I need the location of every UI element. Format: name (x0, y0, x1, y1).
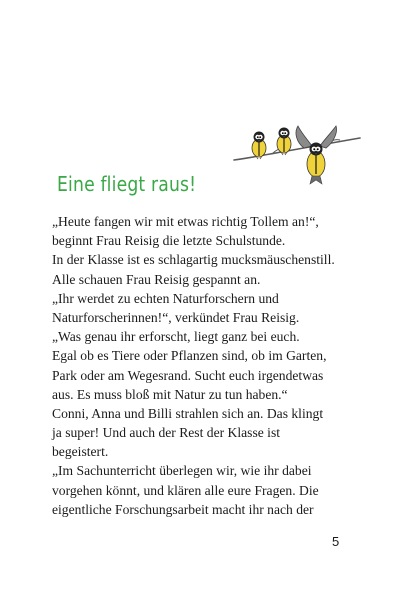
body-text (52, 212, 352, 519)
text-line: In der Klasse ist es schlagartig mucksmäuschenstill. (52, 252, 335, 268)
text-line: vorgehen könnt, und klären alle eure Fragen. Die (52, 482, 319, 498)
text-line: „Im Sachunterricht überlegen wir, wie ihr dabei (52, 463, 312, 479)
text-line: „Heute fangen wir mit etwas richtig Tollem an!“, (52, 214, 319, 229)
bird-flying (296, 126, 337, 184)
text-line: aus. Es muss bloß mit Natur zu tun haben.“ (52, 386, 288, 402)
text-line: eigentliche Forschungsarbeit macht ihr nach der (52, 501, 314, 517)
page-number: 5 (332, 534, 340, 549)
bird-left (252, 132, 266, 160)
bird-middle (277, 128, 291, 156)
text-line: ja super! Und auch der Rest der Klasse ist (52, 425, 281, 441)
text-line: Conni, Anna und Billi strahlen sich an. Das klingt (52, 405, 324, 421)
text-line: „Was genau ihr erforscht, liegt ganz bei euch. (52, 329, 300, 345)
birds-on-branch-icon (232, 112, 362, 200)
text-line: begeistert. (52, 444, 109, 460)
text-line: Naturforscherinnen!“, verkündet Frau Reisig. (52, 309, 300, 325)
text-line: Egal ob es Tiere oder Pflanzen sind, ob im Garten, (52, 348, 327, 364)
text-line: beginnt Frau Reisig die letzte Schulstunde. (52, 233, 286, 249)
chapter-title: Eine fliegt raus! (57, 172, 197, 196)
text-line: „Ihr werdet zu echten Naturforschern und (52, 290, 279, 306)
text-line: Park oder am Wegesrand. Sucht euch irgendetwas (52, 367, 324, 383)
text-line: Alle schauen Frau Reisig gespannt an. (52, 271, 261, 287)
